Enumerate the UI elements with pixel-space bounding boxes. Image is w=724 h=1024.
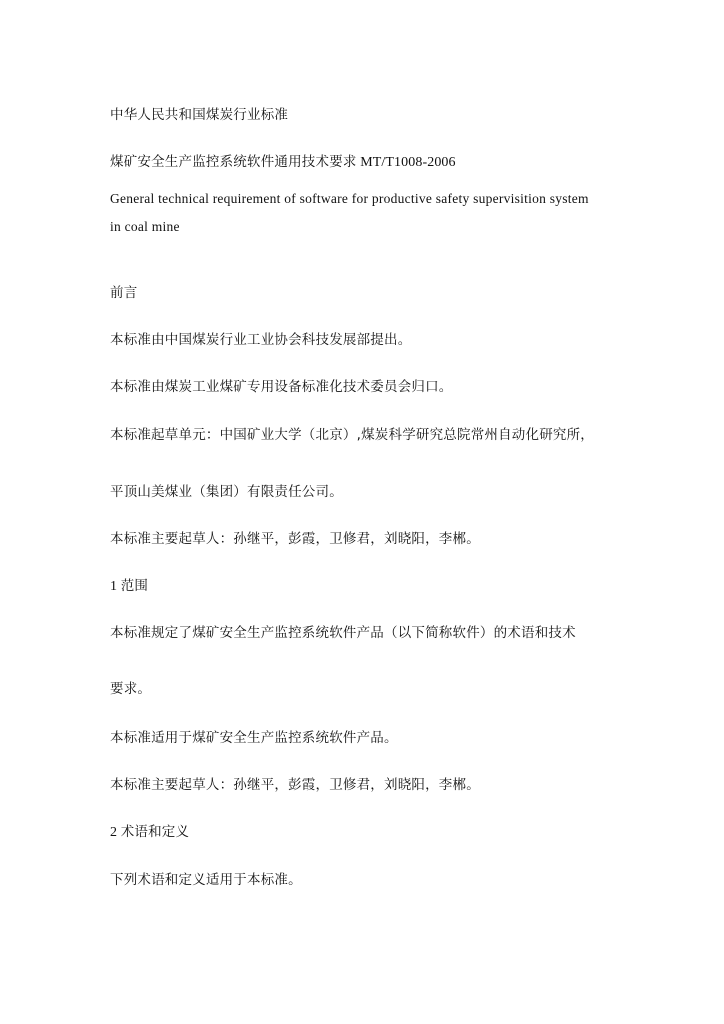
foreword-heading: 前言 [110,285,138,301]
standard-code: MT/T1008-2006 [356,155,456,170]
foreword-paragraph-4: 本标准主要起草人：孙继平，彭霞，卫修君，刘晓阳，李郴。 [110,531,480,547]
section-2-heading [110,823,189,842]
english-title-line-1: General technical requirement of software for productive safety supervisition system [110,191,589,206]
english-title-line-2: in coal mine [110,219,180,234]
section-1-paragraph-2: 本标准适用于煤矿安全生产监控系统软件产品。 [110,730,398,746]
section-1-paragraph-1-line-2: 要求。 [110,681,152,697]
subtitle-chinese: 煤矿安全生产监控系统软件通用技术要求 [110,154,357,170]
section-1-heading [110,577,148,596]
section-2-title: 术语和定义 [120,824,190,840]
section-1-paragraph-1-line-1: 本标准规定了煤矿安全生产监控系统软件产品（以下简称软件）的术语和技术 [110,625,576,641]
foreword-paragraph-3-line-2: 平顶山美煤业（集团）有限责任公司。 [110,484,343,500]
section-1-paragraph-3: 本标准主要起草人：孙继平，彭霞，卫修君，刘晓阳，李郴。 [110,777,480,793]
section-1-title: 范围 [120,578,149,594]
section-2-paragraph-1: 下列术语和定义适用于本标准。 [110,872,302,888]
section-1-number: 1 [110,579,121,594]
document-title: 中华人民共和国煤炭行业标准 [110,107,289,123]
document-subtitle [110,153,456,172]
section-2-number: 2 [110,825,121,840]
foreword-paragraph-1: 本标准由中国煤炭行业工业协会科技发展部提出。 [110,332,412,348]
foreword-paragraph-3-line-1: 本标准起草单元：中国矿业大学（北京）,煤炭科学研究总院常州自动化研究所， [110,427,594,443]
foreword-paragraph-2: 本标准由煤炭工业煤矿专用设备标准化技术委员会归口。 [110,379,453,395]
